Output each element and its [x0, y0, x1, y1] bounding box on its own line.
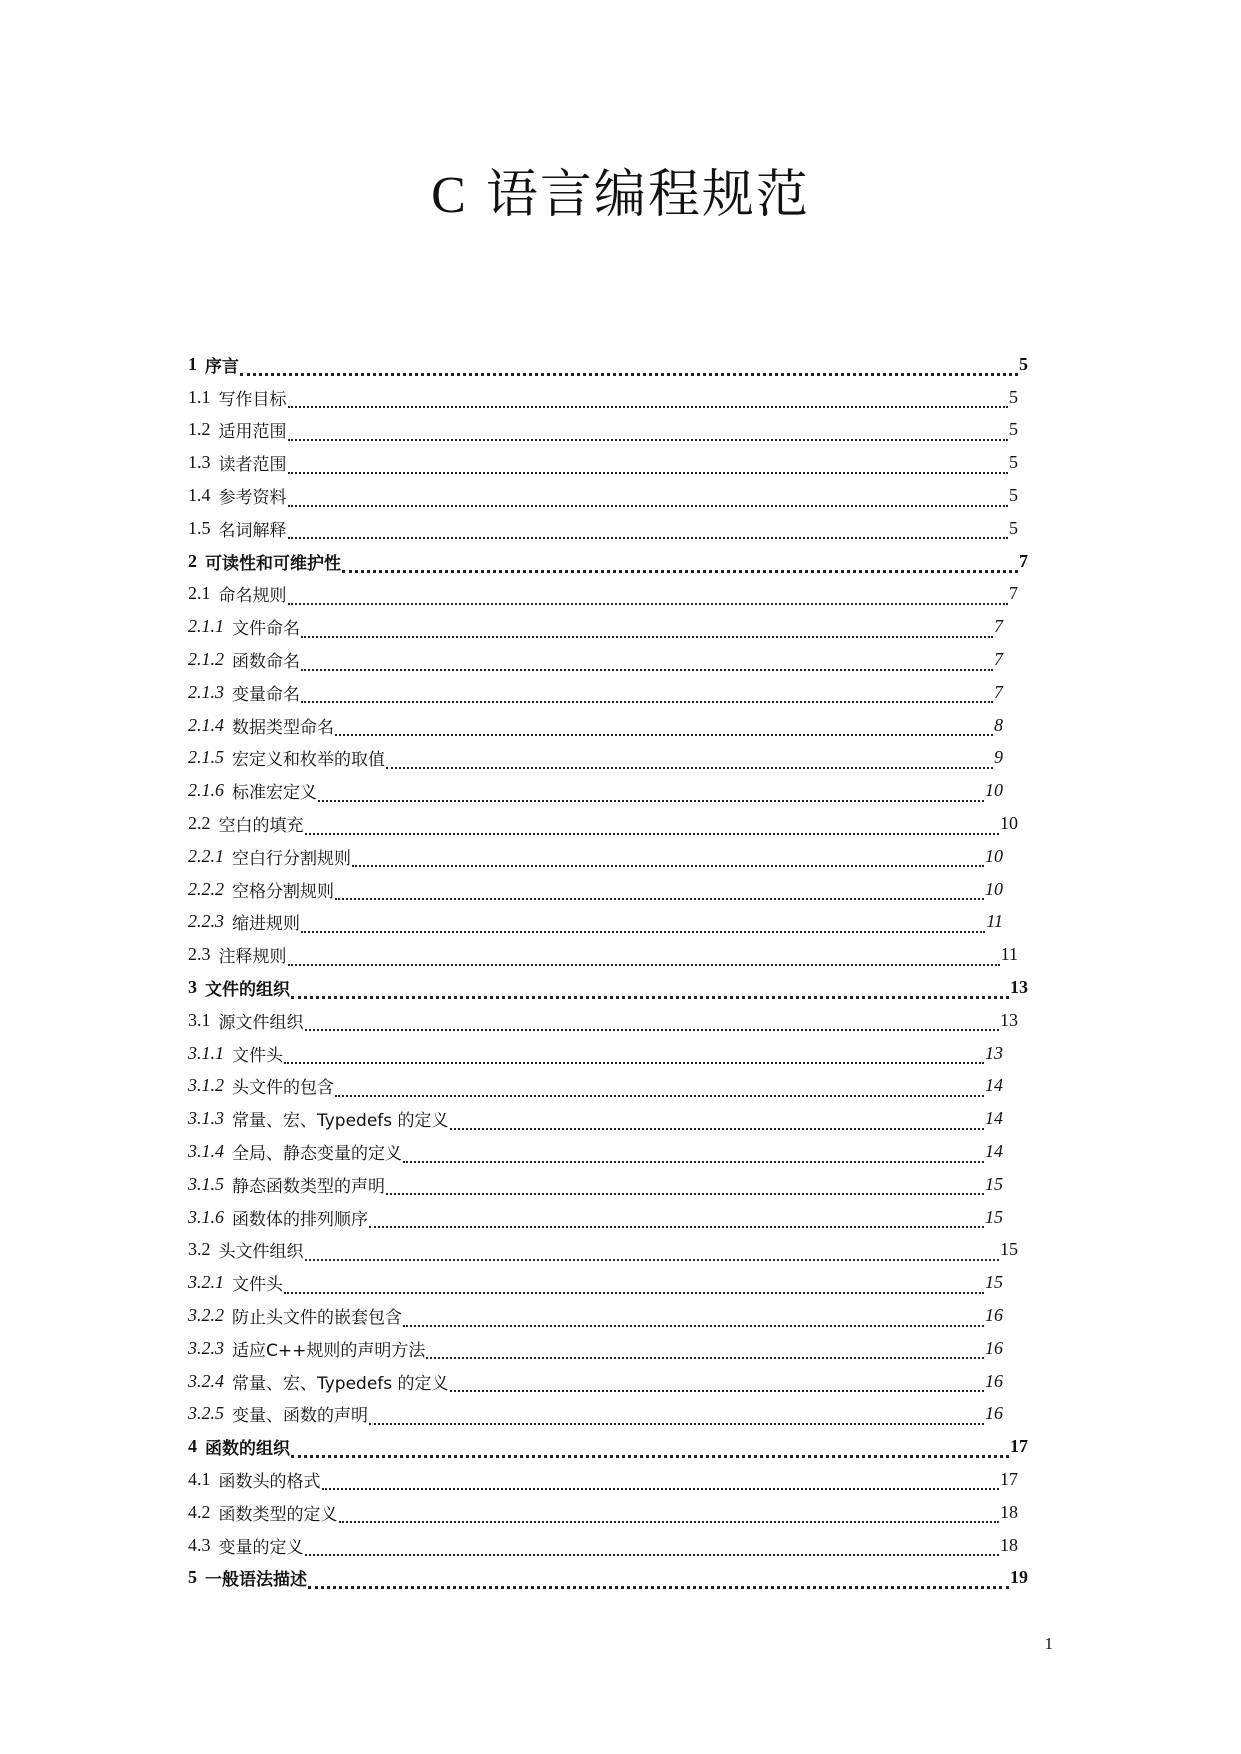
toc-entry[interactable] — [188, 545, 1028, 578]
toc-dot-leader — [288, 458, 1009, 474]
toc-dot-leader — [288, 425, 1009, 441]
toc-entry-number: 3.1.1 — [188, 1042, 224, 1063]
toc-entry-page: 15 — [1000, 1239, 1018, 1260]
toc-entry-page: 14 — [985, 1141, 1003, 1162]
toc-dot-leader — [288, 491, 1009, 507]
toc-dot-leader — [301, 622, 993, 638]
toc-entry-number: 2.2.2 — [188, 878, 224, 899]
toc-entry-number: 2.2 — [188, 813, 211, 834]
toc-entry[interactable] — [188, 807, 1028, 840]
toc-entry-page: 17 — [1000, 1468, 1018, 1489]
toc-entry-page: 5 — [1019, 353, 1028, 374]
document-title-cjk: 语言编程规范 — [485, 165, 810, 225]
toc-entry-page: 5 — [1009, 419, 1018, 440]
toc-entry[interactable] — [188, 479, 1028, 512]
toc-entry-title: 数据类型命名 — [232, 717, 334, 738]
toc-entry-number: 3.1 — [188, 1009, 211, 1030]
toc-entry-page: 16 — [985, 1305, 1003, 1325]
toc-dot-leader — [369, 1409, 984, 1425]
toc-entry-page: 7 — [1019, 550, 1028, 571]
toc-entry-number: 2.1.4 — [188, 714, 224, 735]
toc-entry-title: 注释规则 — [218, 947, 287, 968]
toc-entry-page: 7 — [1009, 583, 1018, 604]
toc-entry[interactable] — [188, 742, 1028, 775]
toc-entry-number: 2.1 — [188, 583, 211, 604]
toc-dot-leader — [240, 359, 1018, 376]
toc-entry-number: 2.2.1 — [188, 845, 224, 866]
toc-dot-leader — [322, 1474, 1000, 1490]
toc-entry-title: 全局、静态变量的定义 — [232, 1144, 402, 1165]
toc-dot-leader — [288, 950, 1000, 966]
toc-entry-page: 7 — [994, 616, 1003, 637]
toc-entry[interactable] — [188, 1463, 1028, 1496]
toc-entry-number: 2.3 — [188, 944, 211, 965]
toc-entry[interactable] — [188, 1037, 1028, 1070]
table-of-contents — [188, 348, 1028, 1594]
toc-entry-number: 1.2 — [188, 419, 211, 440]
toc-entry[interactable] — [188, 643, 1028, 676]
toc-entry-number: 2.1.5 — [188, 747, 224, 768]
toc-entry[interactable] — [188, 774, 1028, 807]
toc-entry[interactable] — [188, 971, 1028, 1004]
toc-entry-title: 函数的组织 — [205, 1439, 290, 1460]
toc-entry-title: 写作目标 — [218, 389, 287, 410]
toc-dot-leader — [339, 1507, 1000, 1523]
toc-entry-title: 命名规则 — [218, 586, 287, 607]
toc-entry-number: 1 — [188, 353, 197, 374]
toc-entry-page: 11 — [1000, 944, 1018, 965]
toc-dot-leader — [305, 1015, 1000, 1031]
toc-entry-title: 文件的组织 — [205, 980, 290, 1001]
toc-dot-leader — [450, 1114, 984, 1130]
toc-entry-page: 18 — [1000, 1534, 1018, 1555]
toc-entry-title: 标准宏定义 — [232, 783, 317, 804]
toc-entry-title: 适应C++规则的声明方法 — [232, 1340, 426, 1361]
toc-entry[interactable] — [188, 840, 1028, 873]
toc-entry-title: 缩进规则 — [232, 914, 300, 935]
toc-entry[interactable] — [188, 1398, 1028, 1431]
toc-dot-leader — [291, 982, 1009, 999]
toc-entry-number: 3.2.1 — [188, 1272, 224, 1293]
toc-entry-number: 1.4 — [188, 485, 211, 506]
toc-entry-page: 18 — [1000, 1501, 1018, 1522]
toc-entry-page: 16 — [985, 1403, 1003, 1424]
toc-entry[interactable] — [188, 1102, 1028, 1135]
toc-entry-title: 常量、宏、Typedefs 的定义 — [232, 1111, 449, 1132]
toc-entry[interactable] — [188, 512, 1028, 545]
toc-entry-page: 14 — [985, 1108, 1003, 1129]
toc-dot-leader — [386, 1179, 984, 1195]
toc-dot-leader — [403, 1147, 984, 1163]
toc-dot-leader — [386, 753, 993, 769]
toc-entry-title: 文件命名 — [232, 619, 300, 640]
toc-entry-title: 文件头 — [232, 1275, 283, 1296]
toc-entry-number: 3.2.3 — [188, 1337, 224, 1358]
toc-entry-title: 函数体的排列顺序 — [232, 1209, 368, 1230]
toc-entry-number: 2.1.6 — [188, 780, 224, 801]
toc-entry-number: 5 — [188, 1567, 197, 1588]
toc-entry[interactable] — [188, 1168, 1028, 1201]
toc-entry-number: 3.1.5 — [188, 1173, 224, 1194]
toc-entry-number: 4.3 — [188, 1534, 211, 1555]
toc-entry-number: 2 — [188, 550, 197, 571]
toc-entry[interactable] — [188, 1266, 1028, 1299]
toc-entry-page: 10 — [985, 780, 1003, 801]
toc-entry[interactable] — [188, 1332, 1028, 1365]
toc-entry-title: 函数头的格式 — [218, 1471, 321, 1492]
toc-entry-title: 参考资料 — [218, 488, 287, 509]
toc-entry[interactable] — [188, 381, 1028, 414]
toc-entry-number: 4 — [188, 1436, 197, 1457]
toc-entry[interactable] — [188, 348, 1028, 381]
toc-entry-page: 16 — [985, 1370, 1003, 1391]
toc-dot-leader — [305, 819, 1000, 835]
toc-entry-title: 变量、函数的声明 — [232, 1406, 368, 1427]
toc-entry-page: 8 — [994, 714, 1003, 735]
toc-entry[interactable] — [188, 1070, 1028, 1103]
toc-entry-number: 1.3 — [188, 452, 211, 473]
toc-entry-title: 变量的定义 — [218, 1537, 304, 1558]
toc-entry[interactable] — [188, 906, 1028, 939]
document-title — [0, 160, 1241, 231]
toc-entry-title: 读者范围 — [218, 455, 287, 476]
toc-entry[interactable] — [188, 1561, 1028, 1594]
toc-entry-title: 序言 — [205, 356, 239, 377]
toc-entry[interactable] — [188, 414, 1028, 447]
toc-dot-leader — [288, 523, 1009, 539]
toc-entry-page: 16 — [985, 1337, 1003, 1358]
toc-entry-page: 11 — [986, 911, 1003, 932]
toc-entry[interactable] — [188, 1201, 1028, 1234]
toc-entry-number: 2.1.2 — [188, 649, 224, 670]
toc-entry-number: 3.2.4 — [188, 1370, 224, 1391]
toc-entry-page: 13 — [1000, 1009, 1018, 1030]
toc-entry-page: 10 — [1000, 813, 1018, 834]
toc-entry-title: 静态函数类型的声明 — [232, 1176, 385, 1197]
toc-entry-page: 17 — [1010, 1436, 1028, 1457]
toc-entry[interactable] — [188, 938, 1028, 971]
toc-entry-title: 源文件组织 — [218, 1012, 304, 1033]
toc-entry[interactable] — [188, 709, 1028, 742]
toc-dot-leader — [335, 720, 993, 736]
toc-dot-leader — [301, 687, 993, 703]
toc-entry-number: 3.2.2 — [188, 1305, 224, 1325]
toc-entry-title: 空白行分割规则 — [232, 848, 351, 869]
toc-entry-number: 2.1.1 — [188, 616, 224, 637]
toc-entry-number: 2.1.3 — [188, 681, 224, 702]
toc-dot-leader — [301, 655, 993, 671]
toc-entry[interactable] — [188, 578, 1028, 611]
toc-entry-number: 3 — [188, 977, 197, 998]
toc-entry-title: 防止头文件的嵌套包含 — [232, 1308, 402, 1328]
toc-entry-title: 头文件组织 — [218, 1242, 304, 1263]
toc-dot-leader — [450, 1376, 984, 1392]
toc-dot-leader — [291, 1441, 1009, 1458]
toc-dot-leader — [369, 1212, 984, 1228]
toc-entry[interactable] — [188, 1135, 1028, 1168]
toc-entry-title: 可读性和可维护性 — [205, 553, 341, 574]
toc-entry-page: 5 — [1009, 386, 1018, 407]
toc-entry[interactable] — [188, 676, 1028, 709]
toc-entry-title: 函数类型的定义 — [218, 1504, 338, 1525]
toc-dot-leader — [288, 589, 1009, 605]
toc-entry-title: 适用范围 — [218, 422, 287, 443]
toc-entry[interactable] — [188, 873, 1028, 906]
toc-dot-leader — [305, 1540, 1000, 1556]
toc-dot-leader — [352, 851, 984, 867]
toc-entry-title: 空格分割规则 — [232, 881, 334, 902]
toc-entry-title: 宏定义和枚举的取值 — [232, 750, 385, 771]
toc-entry-number: 3.2.5 — [188, 1403, 224, 1424]
toc-entry-number: 3.1.2 — [188, 1075, 224, 1096]
toc-entry[interactable] — [188, 1234, 1028, 1267]
toc-dot-leader — [342, 556, 1018, 573]
toc-dot-leader — [284, 1048, 984, 1064]
toc-entry-page: 7 — [994, 649, 1003, 670]
toc-entry[interactable] — [188, 1365, 1028, 1398]
toc-entry-number: 4.1 — [188, 1468, 211, 1489]
toc-dot-leader — [308, 1572, 1009, 1589]
toc-dot-leader — [403, 1311, 984, 1327]
toc-dot-leader — [288, 392, 1009, 408]
toc-entry-title: 头文件的包含 — [232, 1078, 334, 1099]
toc-entry-page: 15 — [985, 1206, 1003, 1227]
toc-entry-number: 2.2.3 — [188, 911, 224, 932]
toc-entry-number: 3.2 — [188, 1239, 211, 1260]
toc-entry-title: 一般语法描述 — [205, 1570, 307, 1591]
toc-entry-title: 函数命名 — [232, 652, 300, 673]
toc-entry-page: 10 — [985, 878, 1003, 899]
toc-entry[interactable] — [188, 446, 1028, 479]
toc-entry-title: 文件头 — [232, 1045, 283, 1066]
toc-entry-page: 15 — [985, 1173, 1003, 1194]
toc-entry-page: 5 — [1009, 485, 1018, 506]
toc-entry-number: 1.5 — [188, 517, 211, 538]
toc-entry-page: 19 — [1010, 1567, 1028, 1588]
page-number: 1 — [1044, 1634, 1053, 1653]
toc-entry-page: 5 — [1009, 517, 1018, 538]
toc-entry[interactable] — [188, 1529, 1028, 1562]
toc-entry[interactable] — [188, 1299, 1028, 1332]
toc-entry-number: 3.1.4 — [188, 1141, 224, 1162]
toc-entry-page: 10 — [985, 845, 1003, 866]
toc-dot-leader — [335, 1081, 984, 1097]
toc-entry-page: 13 — [1010, 977, 1028, 998]
toc-entry-page: 9 — [994, 747, 1003, 768]
toc-entry[interactable] — [188, 1496, 1028, 1529]
document-title-latin: C — [431, 167, 468, 224]
toc-entry-page: 14 — [985, 1075, 1003, 1096]
toc-entry-number: 4.2 — [188, 1501, 211, 1522]
toc-entry-page: 13 — [985, 1042, 1003, 1063]
toc-entry[interactable] — [188, 610, 1028, 643]
toc-entry-number: 3.1.6 — [188, 1206, 224, 1227]
toc-dot-leader — [426, 1343, 984, 1359]
toc-dot-leader — [305, 1245, 1000, 1261]
toc-entry-page: 15 — [985, 1272, 1003, 1293]
toc-entry-number: 1.1 — [188, 386, 211, 407]
toc-dot-leader — [335, 884, 984, 900]
toc-entry-title: 变量命名 — [232, 684, 300, 705]
toc-entry[interactable] — [188, 1004, 1028, 1037]
toc-dot-leader — [318, 786, 984, 802]
toc-dot-leader — [284, 1278, 984, 1294]
toc-entry-title: 常量、宏、Typedefs 的定义 — [232, 1373, 449, 1394]
toc-entry[interactable] — [188, 1430, 1028, 1463]
toc-entry-title: 名词解释 — [218, 520, 287, 541]
toc-dot-leader — [301, 917, 985, 933]
toc-entry-number: 3.1.3 — [188, 1108, 224, 1129]
toc-entry-page: 7 — [994, 681, 1003, 702]
toc-entry-page: 5 — [1009, 452, 1018, 473]
toc-entry-title: 空白的填充 — [218, 816, 304, 837]
